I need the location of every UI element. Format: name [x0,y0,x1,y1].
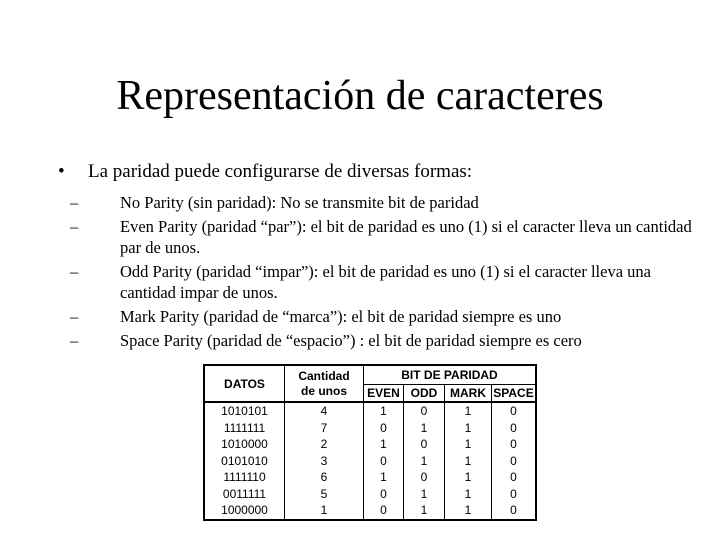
cell-mark: 1 [445,502,492,520]
cell-mark: 1 [445,402,492,420]
sub-bullet-even-parity [70,216,698,258]
cell-cantidad: 6 [285,469,364,486]
cell-space: 0 [492,436,537,453]
cell-mark: 1 [445,486,492,503]
sub-bullet-text: Odd Parity (paridad “impar”): el bit de paridad es uno (1) si el caracter lleva una cantidad impar de unos. [120,262,651,302]
dash-icon: – [70,217,79,236]
sub-bullet-mark-parity [70,306,698,327]
cell-datos: 1010101 [204,402,285,420]
cell-mark: 1 [445,436,492,453]
header-cantidad-line1: Cantidad [298,368,350,383]
main-bullet-text: La paridad puede configurarse de diversas formas: [88,161,473,182]
cell-space: 0 [492,402,537,420]
header-bit-paridad: BIT DE PARIDAD [364,365,537,384]
table-row [204,420,536,437]
cell-cantidad: 1 [285,502,364,520]
cell-cantidad: 7 [285,420,364,437]
table-row [204,469,536,486]
dash-icon: – [70,331,79,350]
table-row [204,502,536,520]
sub-bullet-text: Even Parity (paridad “par”): el bit de paridad es uno (1) si el caracter lleva un cantidad par de unos. [120,217,692,257]
sub-bullet-text: No Parity (sin paridad): No se transmite bit de paridad [120,193,479,212]
sub-bullet-no-parity [70,192,698,213]
cell-odd: 1 [404,453,445,470]
cell-even: 1 [364,436,404,453]
cell-even: 1 [364,469,404,486]
cell-cantidad: 2 [285,436,364,453]
cell-mark: 1 [445,453,492,470]
bullet-list [58,160,698,354]
cell-cantidad: 5 [285,486,364,503]
cell-mark: 1 [445,469,492,486]
cell-datos: 1111110 [204,469,285,486]
cell-space: 0 [492,420,537,437]
dash-icon: – [70,193,79,212]
cell-even: 1 [364,402,404,420]
parity-table [203,364,537,521]
table-row [204,436,536,453]
cell-datos: 1000000 [204,502,285,520]
cell-odd: 1 [404,420,445,437]
header-mark: MARK [445,384,492,402]
table-row [204,453,536,470]
sub-bullet-list [58,192,698,351]
cell-odd: 1 [404,502,445,520]
cell-odd: 1 [404,486,445,503]
cell-even: 0 [364,453,404,470]
cell-space: 0 [492,486,537,503]
cell-cantidad: 3 [285,453,364,470]
main-bullet [58,160,698,184]
cell-odd: 0 [404,436,445,453]
sub-bullet-odd-parity [70,261,698,303]
cell-datos: 1111111 [204,420,285,437]
cell-even: 0 [364,502,404,520]
cell-even: 0 [364,486,404,503]
header-space: SPACE [492,384,537,402]
cell-even: 0 [364,420,404,437]
cell-datos: 0011111 [204,486,285,503]
cell-space: 0 [492,453,537,470]
cell-datos: 1010000 [204,436,285,453]
cell-odd: 0 [404,402,445,420]
header-cantidad [285,365,364,402]
cell-mark: 1 [445,420,492,437]
cell-odd: 0 [404,469,445,486]
cell-cantidad: 4 [285,402,364,420]
slide-title: Representación de caracteres [116,73,604,119]
cell-space: 0 [492,469,537,486]
sub-bullet-text: Space Parity (paridad de “espacio”) : el bit de paridad siempre es cero [120,331,582,350]
header-odd: ODD [404,384,445,402]
sub-bullet-text: Mark Parity (paridad de “marca”): el bit de paridad siempre es uno [120,307,562,326]
cell-space: 0 [492,502,537,520]
header-even: EVEN [364,384,404,402]
table-row [204,486,536,503]
cell-datos: 0101010 [204,453,285,470]
header-cantidad-line2: de unos [300,383,347,398]
header-datos: DATOS [204,365,285,402]
sub-bullet-space-parity [70,330,698,351]
bullet-dot-icon: • [58,161,65,182]
dash-icon: – [70,307,79,326]
dash-icon: – [70,262,79,281]
table-row [204,402,536,420]
